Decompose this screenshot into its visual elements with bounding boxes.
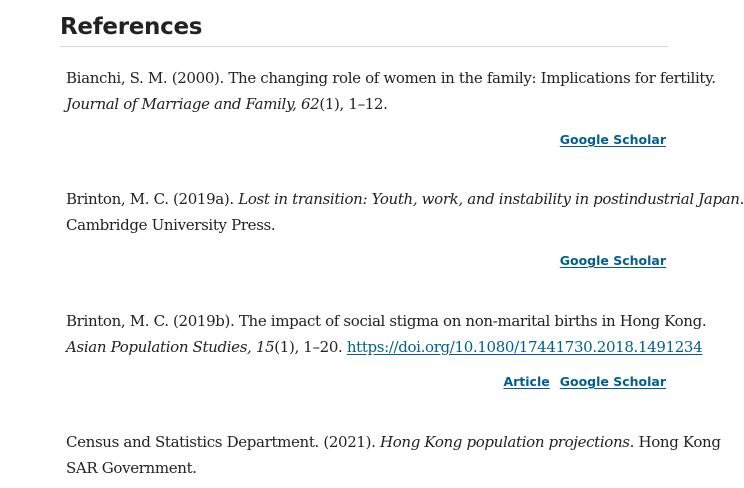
reference-report-title: Hong Kong population projections (379, 433, 630, 451)
reference-line (66, 91, 670, 117)
reference-journal: Asian Population Studies, 15 (66, 338, 275, 356)
doi-link[interactable]: https://doi.org/10.1080/17441730.2018.1491234 (346, 338, 703, 356)
reference-links (493, 373, 666, 391)
reference-publisher: Cambridge University Press. (66, 216, 276, 234)
reference-line (66, 212, 670, 238)
reference-journal: Journal of Marriage and Family, 62 (66, 95, 320, 113)
reference-authors-title: Bianchi, S. M. (2000). The changing role of women in the family: Implications for fertility. (66, 69, 716, 87)
reference-authors-title: Brinton, M. C. (2019b). The impact of social stigma on non-marital births in Hong Kong. (66, 312, 707, 330)
reference-links (550, 131, 666, 149)
reference-pages: (1), 1–12. (319, 95, 388, 113)
reference-links (550, 252, 666, 270)
reference-publisher: . Hong Kong (629, 433, 721, 451)
google-scholar-link[interactable]: Google Scholar (559, 253, 666, 268)
reference-line (66, 308, 707, 334)
references-heading: References (60, 14, 203, 40)
reference-line (66, 455, 670, 481)
google-scholar-link[interactable]: Google Scholar (559, 132, 666, 147)
google-scholar-link[interactable]: Google Scholar (559, 374, 666, 389)
reference-item (66, 429, 721, 481)
reference-punctuation: . (739, 190, 744, 208)
reference-item (66, 186, 744, 238)
reference-pages: (1), 1–20. (274, 338, 347, 356)
reference-item (66, 308, 707, 360)
reference-item (66, 65, 716, 117)
reference-line (66, 186, 744, 212)
heading-divider (60, 46, 668, 47)
reference-authors: Census and Statistics Department. (2021). (66, 433, 380, 451)
reference-line (66, 429, 721, 455)
reference-publisher: SAR Government. (66, 459, 197, 477)
reference-line (66, 65, 716, 91)
reference-authors: Brinton, M. C. (2019a). (66, 190, 239, 208)
article-link[interactable]: Article (503, 374, 550, 389)
reference-book-title: Lost in transition: Youth, work, and instability in postindustrial Japan (238, 190, 740, 208)
reference-line (66, 334, 703, 360)
